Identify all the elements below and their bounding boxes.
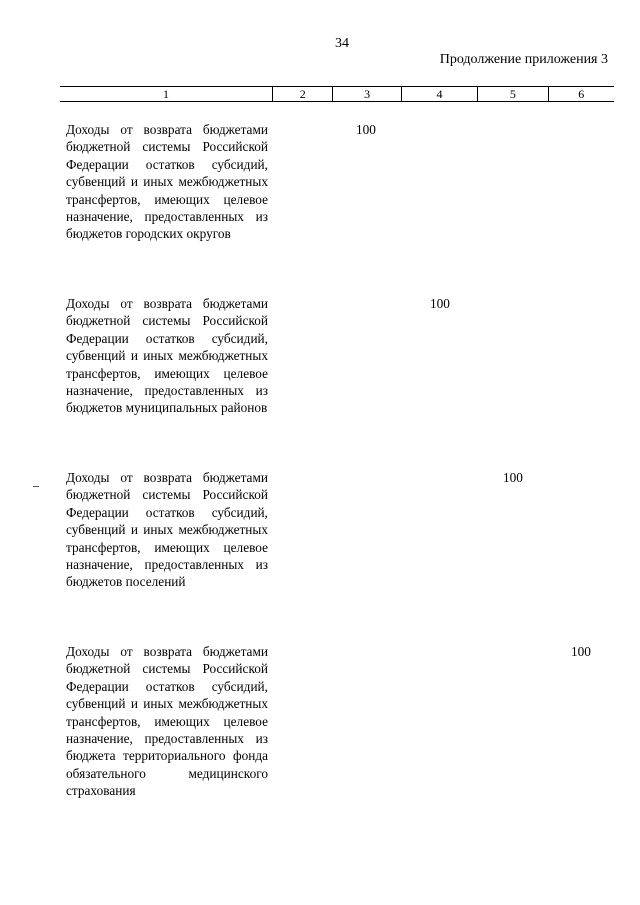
row-2-description: Доходы от возврата бюджетами бюджетной системы Российской Федерации остатков субсидий, субвенций и иных межбюджетных трансфертов, имеющих целевое назначение, предоставленных из бюджетов муниципальных районов <box>66 296 268 416</box>
column-header-5: 5 <box>478 87 548 102</box>
continuation-note: Продолжение приложения 3 <box>439 52 608 67</box>
column-header-6: 6 <box>548 87 614 102</box>
column-header-4: 4 <box>401 87 477 102</box>
column-header-row <box>60 87 614 102</box>
row-4-value: 100 <box>571 644 591 659</box>
row-3-description: Доходы от возврата бюджетами бюджетной системы Российской Федерации остатков субсидий, субвенций и иных межбюджетных трансфертов, имеющих целевое назначение, предоставленных из бюджетов поселений <box>66 470 268 590</box>
margin-mark <box>33 486 39 487</box>
row-3-value: 100 <box>503 470 523 485</box>
column-header-2: 2 <box>272 87 332 102</box>
page-number: 34 <box>335 36 349 51</box>
row-1-value: 100 <box>356 122 376 137</box>
row-2-value: 100 <box>430 296 450 311</box>
column-header-table <box>60 86 614 102</box>
column-header-3: 3 <box>333 87 401 102</box>
column-header-1: 1 <box>60 87 272 102</box>
row-4-description: Доходы от возврата бюджетами бюджетной системы Российской Федерации остатков субсидий, субвенций и иных межбюджетных трансфертов, имеющих целевое назначение, предоставленных из бюджета территориального фонда обязательного медицинского страхования <box>66 644 268 799</box>
row-1-description: Доходы от возврата бюджетами бюджетной системы Российской Федерации остатков субсидий, субвенций и иных межбюджетных трансфертов, имеющих целевое назначение, предоставленных из бюджетов городских округов <box>66 122 268 242</box>
